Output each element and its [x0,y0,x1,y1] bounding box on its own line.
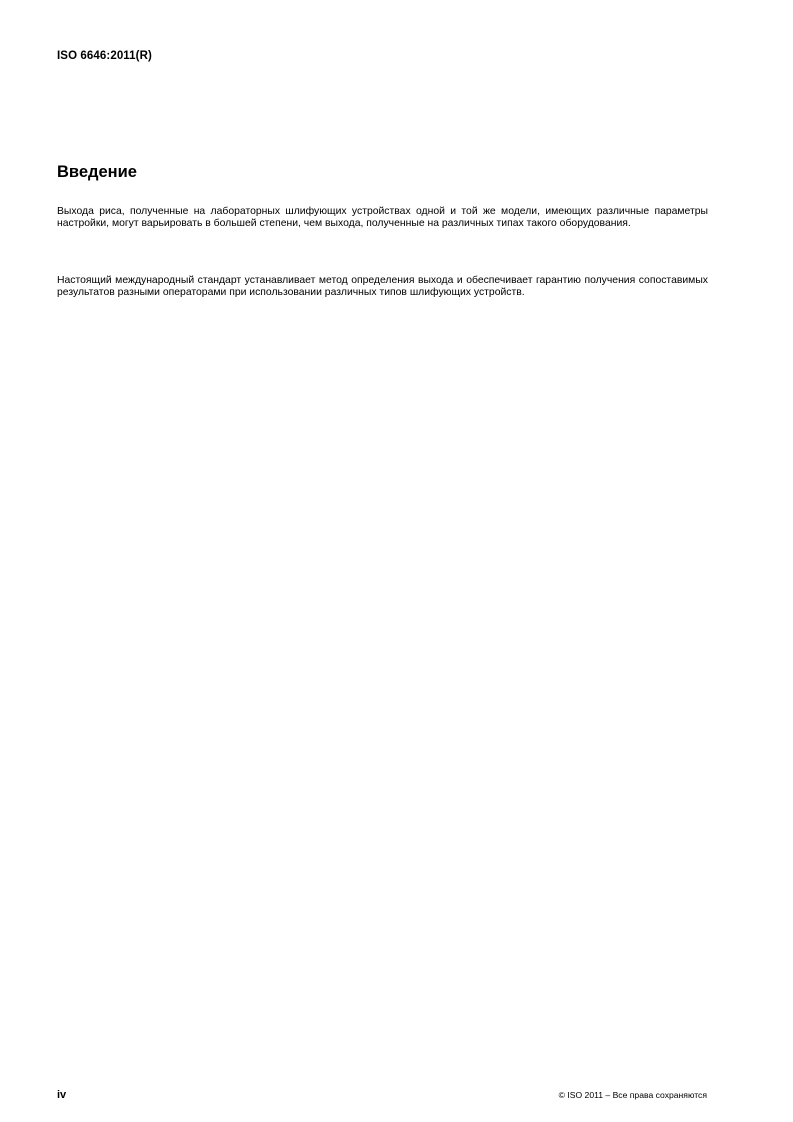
section-title: Введение [57,163,137,181]
paragraph-1: Выхода риса, полученные на лабораторных шлифующих устройствах одной и той же модели, имеющих различные параметры настройки, могут варьировать в большей степени, чем выхода, полученные на различных типах такого оборудования. [57,206,708,229]
document-identifier: ISO 6646:2011(R) [57,50,152,62]
copyright-notice: © ISO 2011 – Все права сохраняются [558,1090,707,1100]
page-number: iv [57,1089,67,1101]
paragraph-2: Настоящий международный стандарт устанавливает метод определения выхода и обеспечивает гарантию получения сопоставимых результатов разными операторами при использовании различных типов шлифующих устройств. [57,275,708,298]
